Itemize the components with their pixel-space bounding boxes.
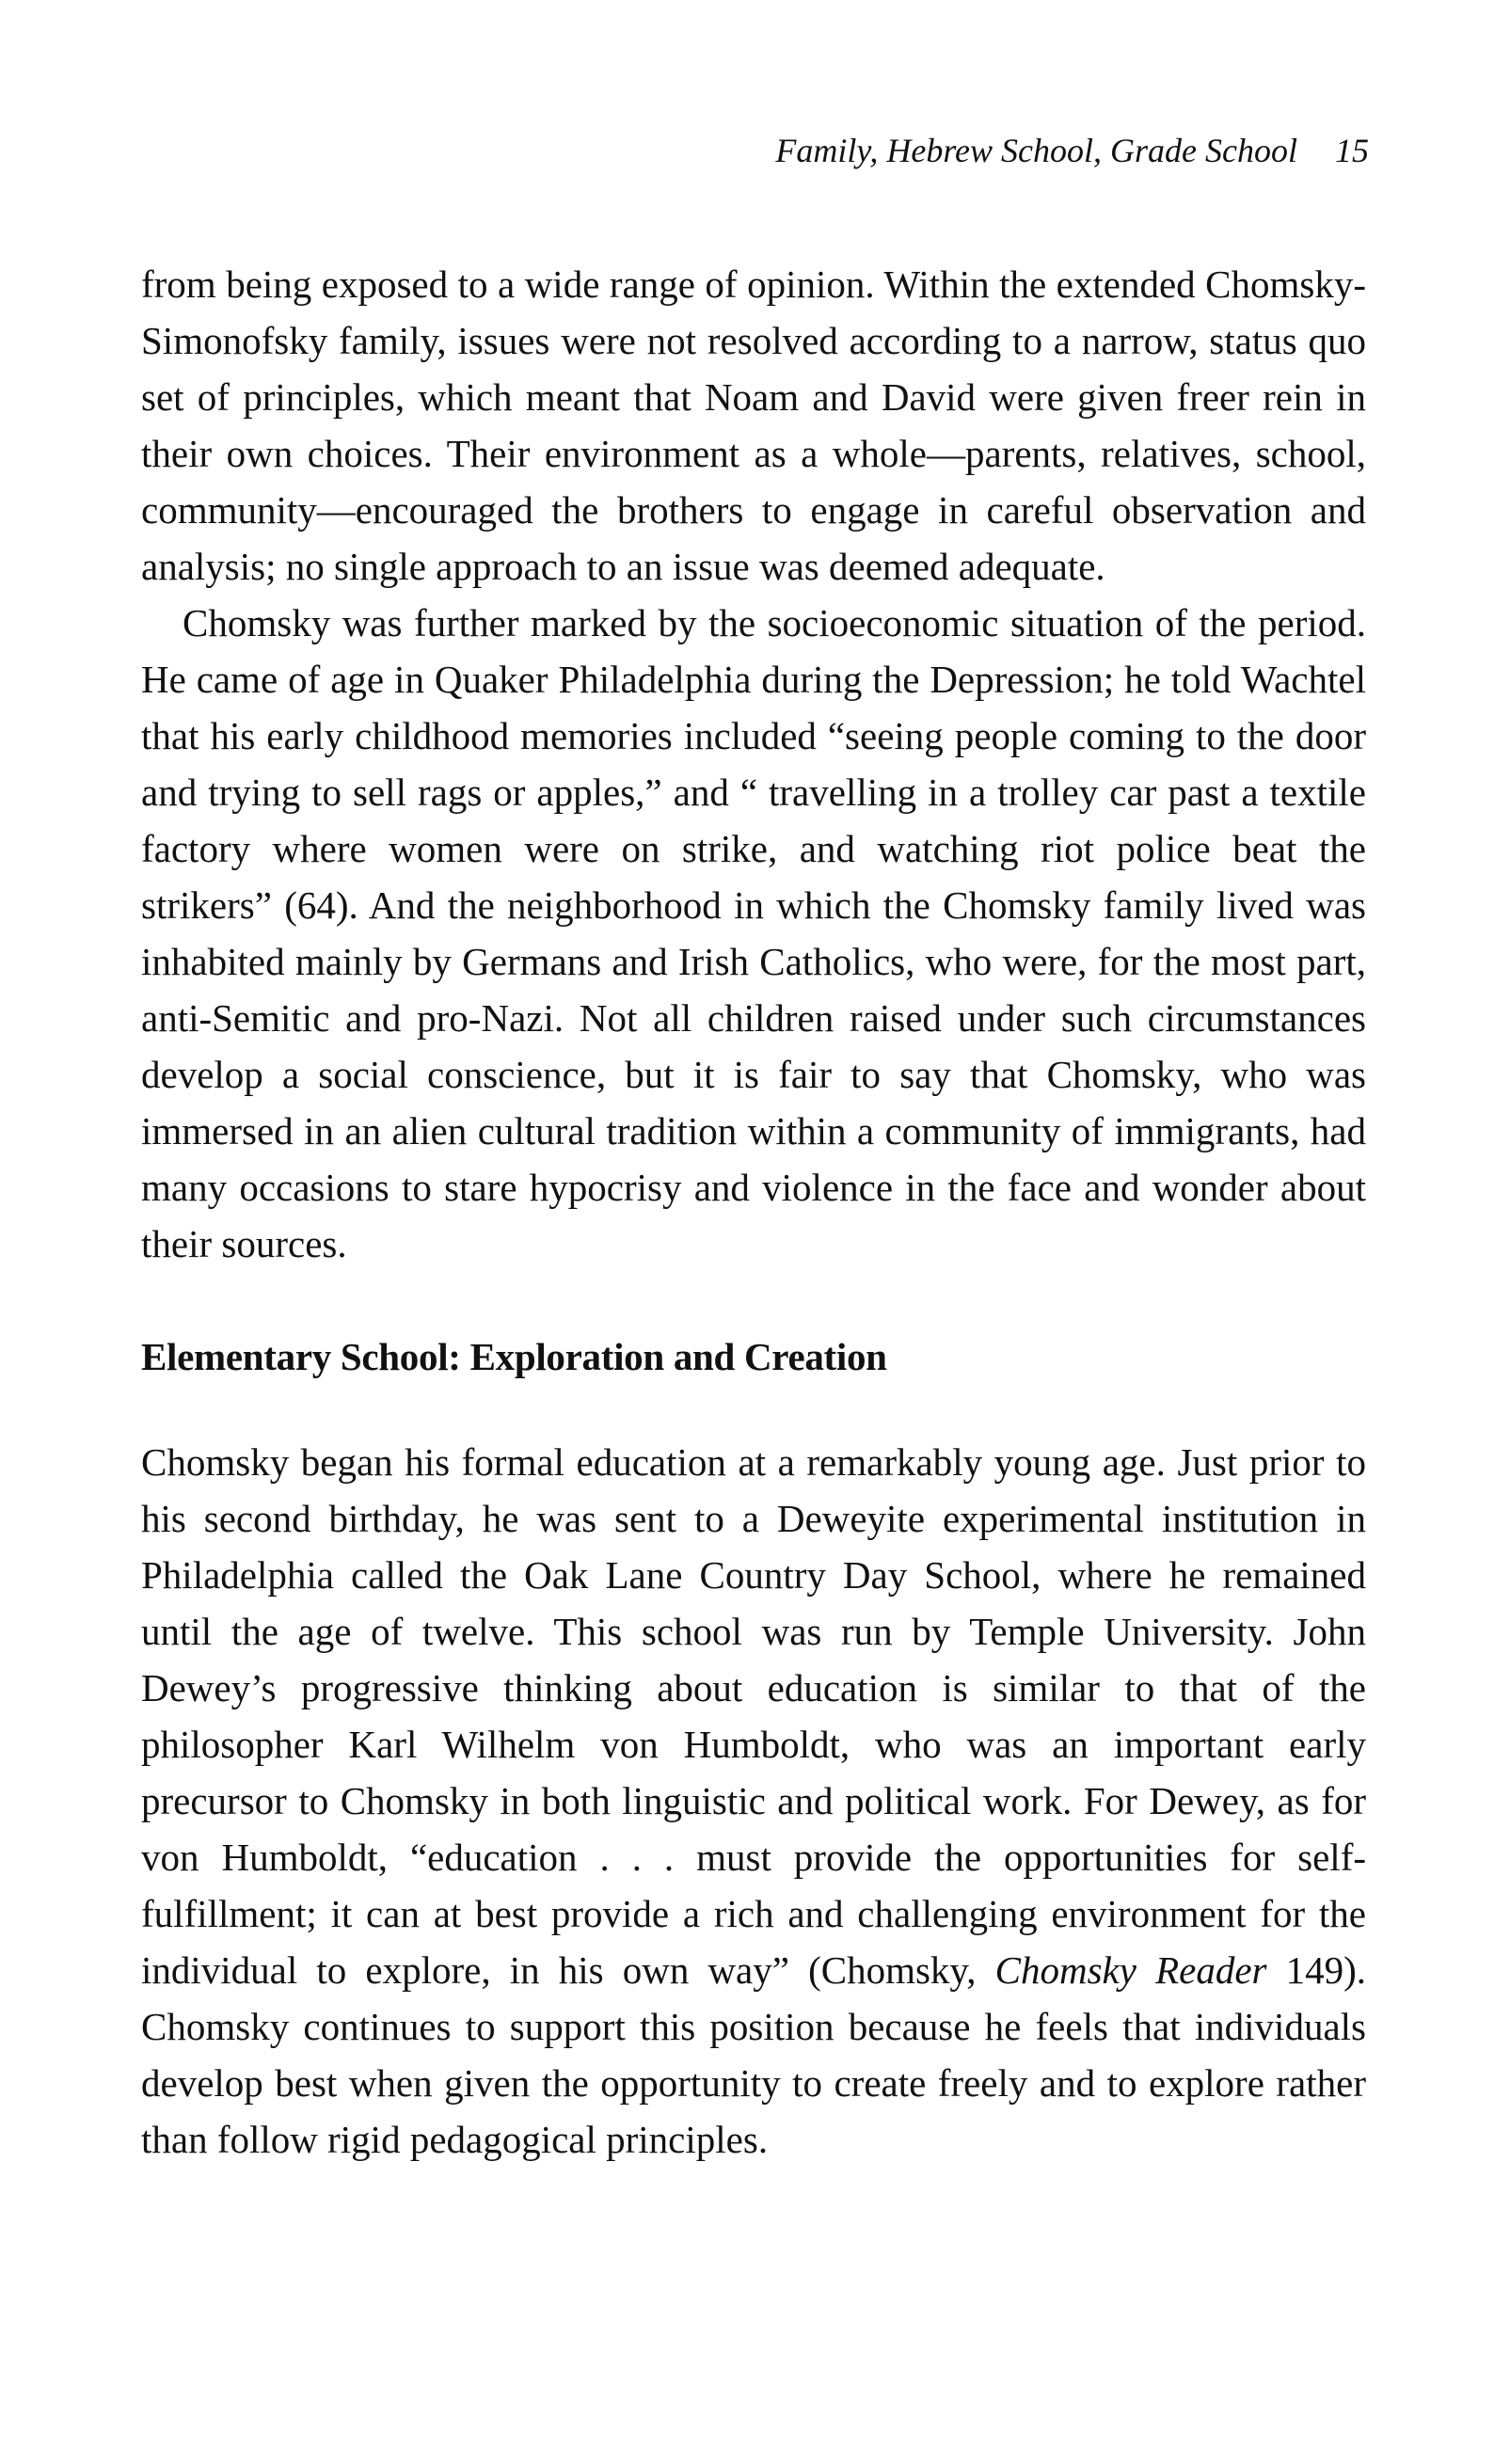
paragraph-3-text-a: Chomsky began his formal education at a remarkably young age. Just prior to his second birthday, he was sent to a Deweyite experimental institution in Philadelphia called the Oak Lane Country Day School, where he remained until the age of twelve. This school was run by Temple University. John Dewey’s progressive thinking about education is similar to that of the philosopher Karl Wilhelm von Humboldt, who was an important early precursor to Chomsky in both linguistic and political work. For Dewey, as for von Humboldt, “education . . . must provide the opportunities for self-fulfillment; it can at best provide a rich and challenging environment for the individual to explore, in his own way” (Chomsky, [141,1440,1366,1992]
paragraph-1: from being exposed to a wide range of opinion. Within the extended Chomsky-Simonofsky family, issues were not resolved according to a narrow, status quo set of principles, which meant that Noam and David were given freer rein in their own choices. Their environment as a whole—parents, relatives, school, community—encouraged the brothers to engage in careful observation and analysis; no single approach to an issue was deemed adequate. [141,262,1366,588]
paragraph-3 [141,1434,1366,2168]
running-head [775,134,1369,167]
running-head-title: Family, Hebrew School, Grade School [775,132,1297,169]
spacer [141,1272,1366,1328]
spacer [141,1385,1366,1434]
paragraph-3-text-b: 149). Chomsky continues to support this position because he feels that individuals develop best when given the opportunity to create freely and to explore rather than follow rigid pedagogical principles. [141,1948,1366,2161]
body-text [141,256,1366,2168]
book-title-italic: Chomsky Reader [994,1948,1267,1992]
page-number: 15 [1335,132,1369,169]
section-heading: Elementary School: Exploration and Creation [141,1335,887,1378]
paragraph-2: Chomsky was further marked by the socioeconomic situation of the period. He came of age in Quaker Philadelphia during the Depression; he told Wachtel that his early childhood memories included “seeing people coming to the door and trying to sell rags or apples,” and “ travelling in a trolley car past a textile factory where women were on strike, and watching riot police beat the strikers” (64). And the neighborhood in which the Chomsky family lived was inhabited mainly by Germans and Irish Catholics, who were, for the most part, anti-Semitic and pro-Nazi. Not all children raised under such circumstances develop a social conscience, but it is fair to say that Chomsky, who was immersed in an alien cultural tradition within a community of immigrants, had many occasions to stare hypocrisy and violence in the face and wonder about their sources. [141,601,1366,1265]
